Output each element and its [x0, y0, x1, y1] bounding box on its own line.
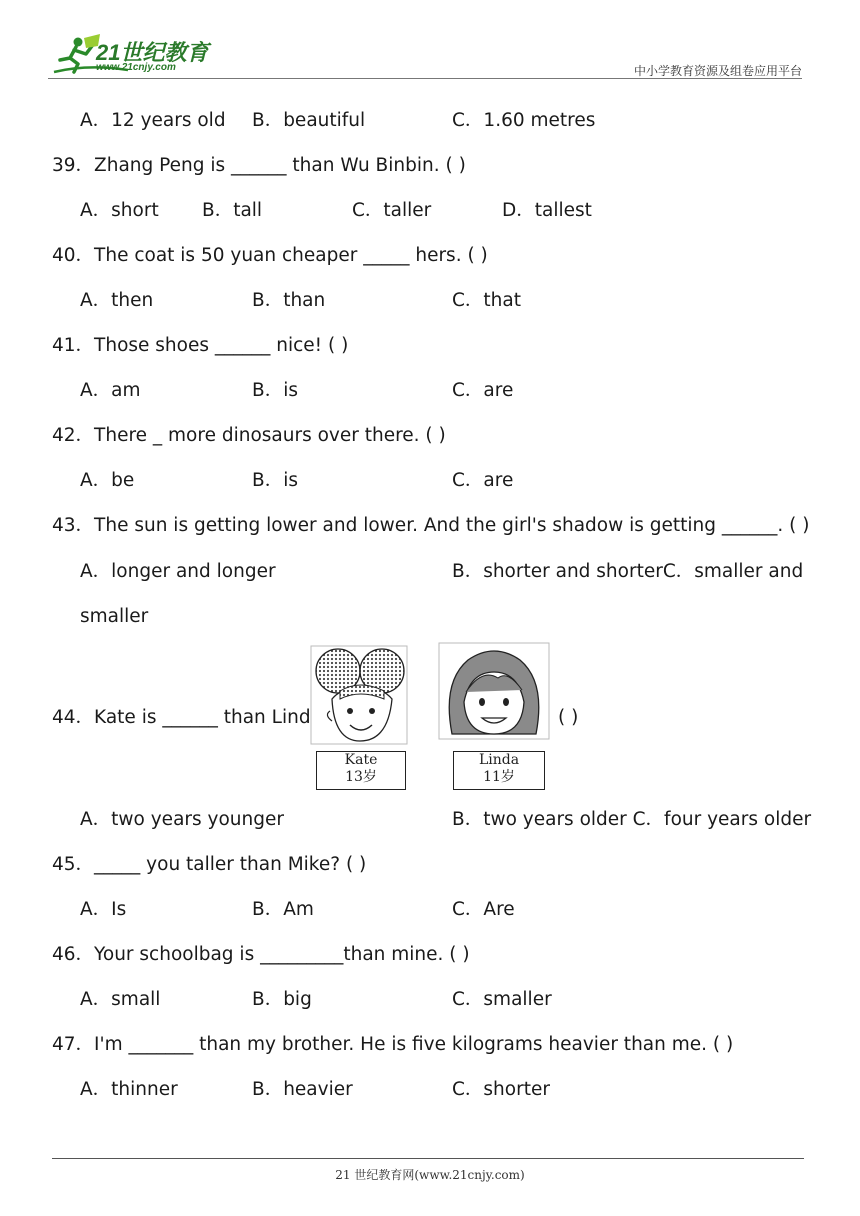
option-a: A．small: [80, 989, 161, 1010]
footer-divider: [52, 1158, 804, 1159]
option-b: B．beautiful: [252, 110, 366, 131]
page-header: [0, 0, 860, 80]
option-b: B．tall: [202, 200, 263, 221]
option-c: C．1.60 metres: [452, 110, 596, 131]
option-c: C．taller: [352, 200, 432, 221]
option-c: C．are: [452, 380, 514, 401]
option-a: A．thinner: [80, 1079, 178, 1100]
q40-options: [80, 289, 820, 313]
linda-portrait-icon: [438, 642, 550, 740]
option-b: B．is: [252, 470, 298, 491]
option-b: B．big: [252, 989, 312, 1010]
option-b: B．heavier: [252, 1079, 353, 1100]
kate-portrait-icon: [310, 645, 408, 745]
kate-age: 13岁: [345, 769, 377, 785]
option-a: A．two years younger: [80, 809, 284, 830]
option-a: A．Is: [80, 899, 127, 920]
q46-options: [80, 988, 820, 1012]
kate-name: Kate: [344, 752, 378, 768]
linda-name: Linda: [478, 752, 520, 768]
option-d: D．tallest: [502, 200, 592, 221]
option-c: C．are: [452, 470, 514, 491]
question-45: 45．_____ you taller than Mike? ( ): [52, 854, 367, 875]
option-a: A．be: [80, 470, 135, 491]
question-47: 47．I'm _______ than my brother. He is five kilograms heavier than me. ( ): [52, 1034, 734, 1055]
option-b-c: B．two years older C．four years older: [452, 809, 812, 830]
q42-options: [80, 469, 820, 493]
option-a: A．short: [80, 200, 159, 221]
q41-options: [80, 379, 820, 403]
option-a: A．longer and longer: [80, 561, 276, 582]
option-a: A．12 years old: [80, 110, 226, 131]
option-c: C．shorter: [452, 1079, 550, 1100]
question-42: 42．There _ more dinosaurs over there. ( ): [52, 425, 446, 446]
question-41: 41．Those shoes ______ nice! ( ): [52, 335, 349, 356]
option-c: C．that: [452, 290, 521, 311]
option-b: B．Am: [252, 899, 314, 920]
option-b-c: B．shorter and shorterC．smaller and: [452, 561, 804, 582]
question-46: 46．Your schoolbag is _________than mine. ( ): [52, 944, 470, 965]
q38-options: [80, 109, 820, 133]
q45-options: [80, 898, 820, 922]
question-44: 44．Kate is ______ than Linda.: [52, 707, 328, 728]
option-a: A．then: [80, 290, 154, 311]
header-divider: [48, 78, 802, 79]
question-40: 40．The coat is 50 yuan cheaper _____ hers. ( ): [52, 245, 488, 266]
kate-name-card: [316, 751, 406, 790]
platform-title: 中小学教育资源及组卷应用平台: [633, 64, 802, 78]
q39-options: [80, 199, 820, 223]
option-b: B．is: [252, 380, 298, 401]
q44-answer-paren: ( ): [558, 707, 579, 728]
q43-option-continuation: smaller: [80, 606, 149, 627]
page-footer: 21 世纪教育网(www.21cnjy.com): [335, 1168, 525, 1182]
q43-options: [80, 560, 820, 584]
linda-age: 11岁: [483, 769, 515, 785]
q44-options: [80, 808, 820, 832]
question-39: 39．Zhang Peng is ______ than Wu Binbin. ( ): [52, 155, 466, 176]
logo-url: www.21cnjy.com: [96, 62, 176, 73]
q47-options: [80, 1078, 820, 1102]
option-a: A．am: [80, 380, 141, 401]
question-43: 43．The sun is getting lower and lower. And the girl's shadow is getting ______. ( ): [52, 515, 810, 536]
option-c: C．smaller: [452, 989, 552, 1010]
option-b: B．than: [252, 290, 326, 311]
option-c: C．Are: [452, 899, 515, 920]
linda-name-card: [453, 751, 545, 790]
logo-text: 21世纪教育: [96, 40, 209, 65]
